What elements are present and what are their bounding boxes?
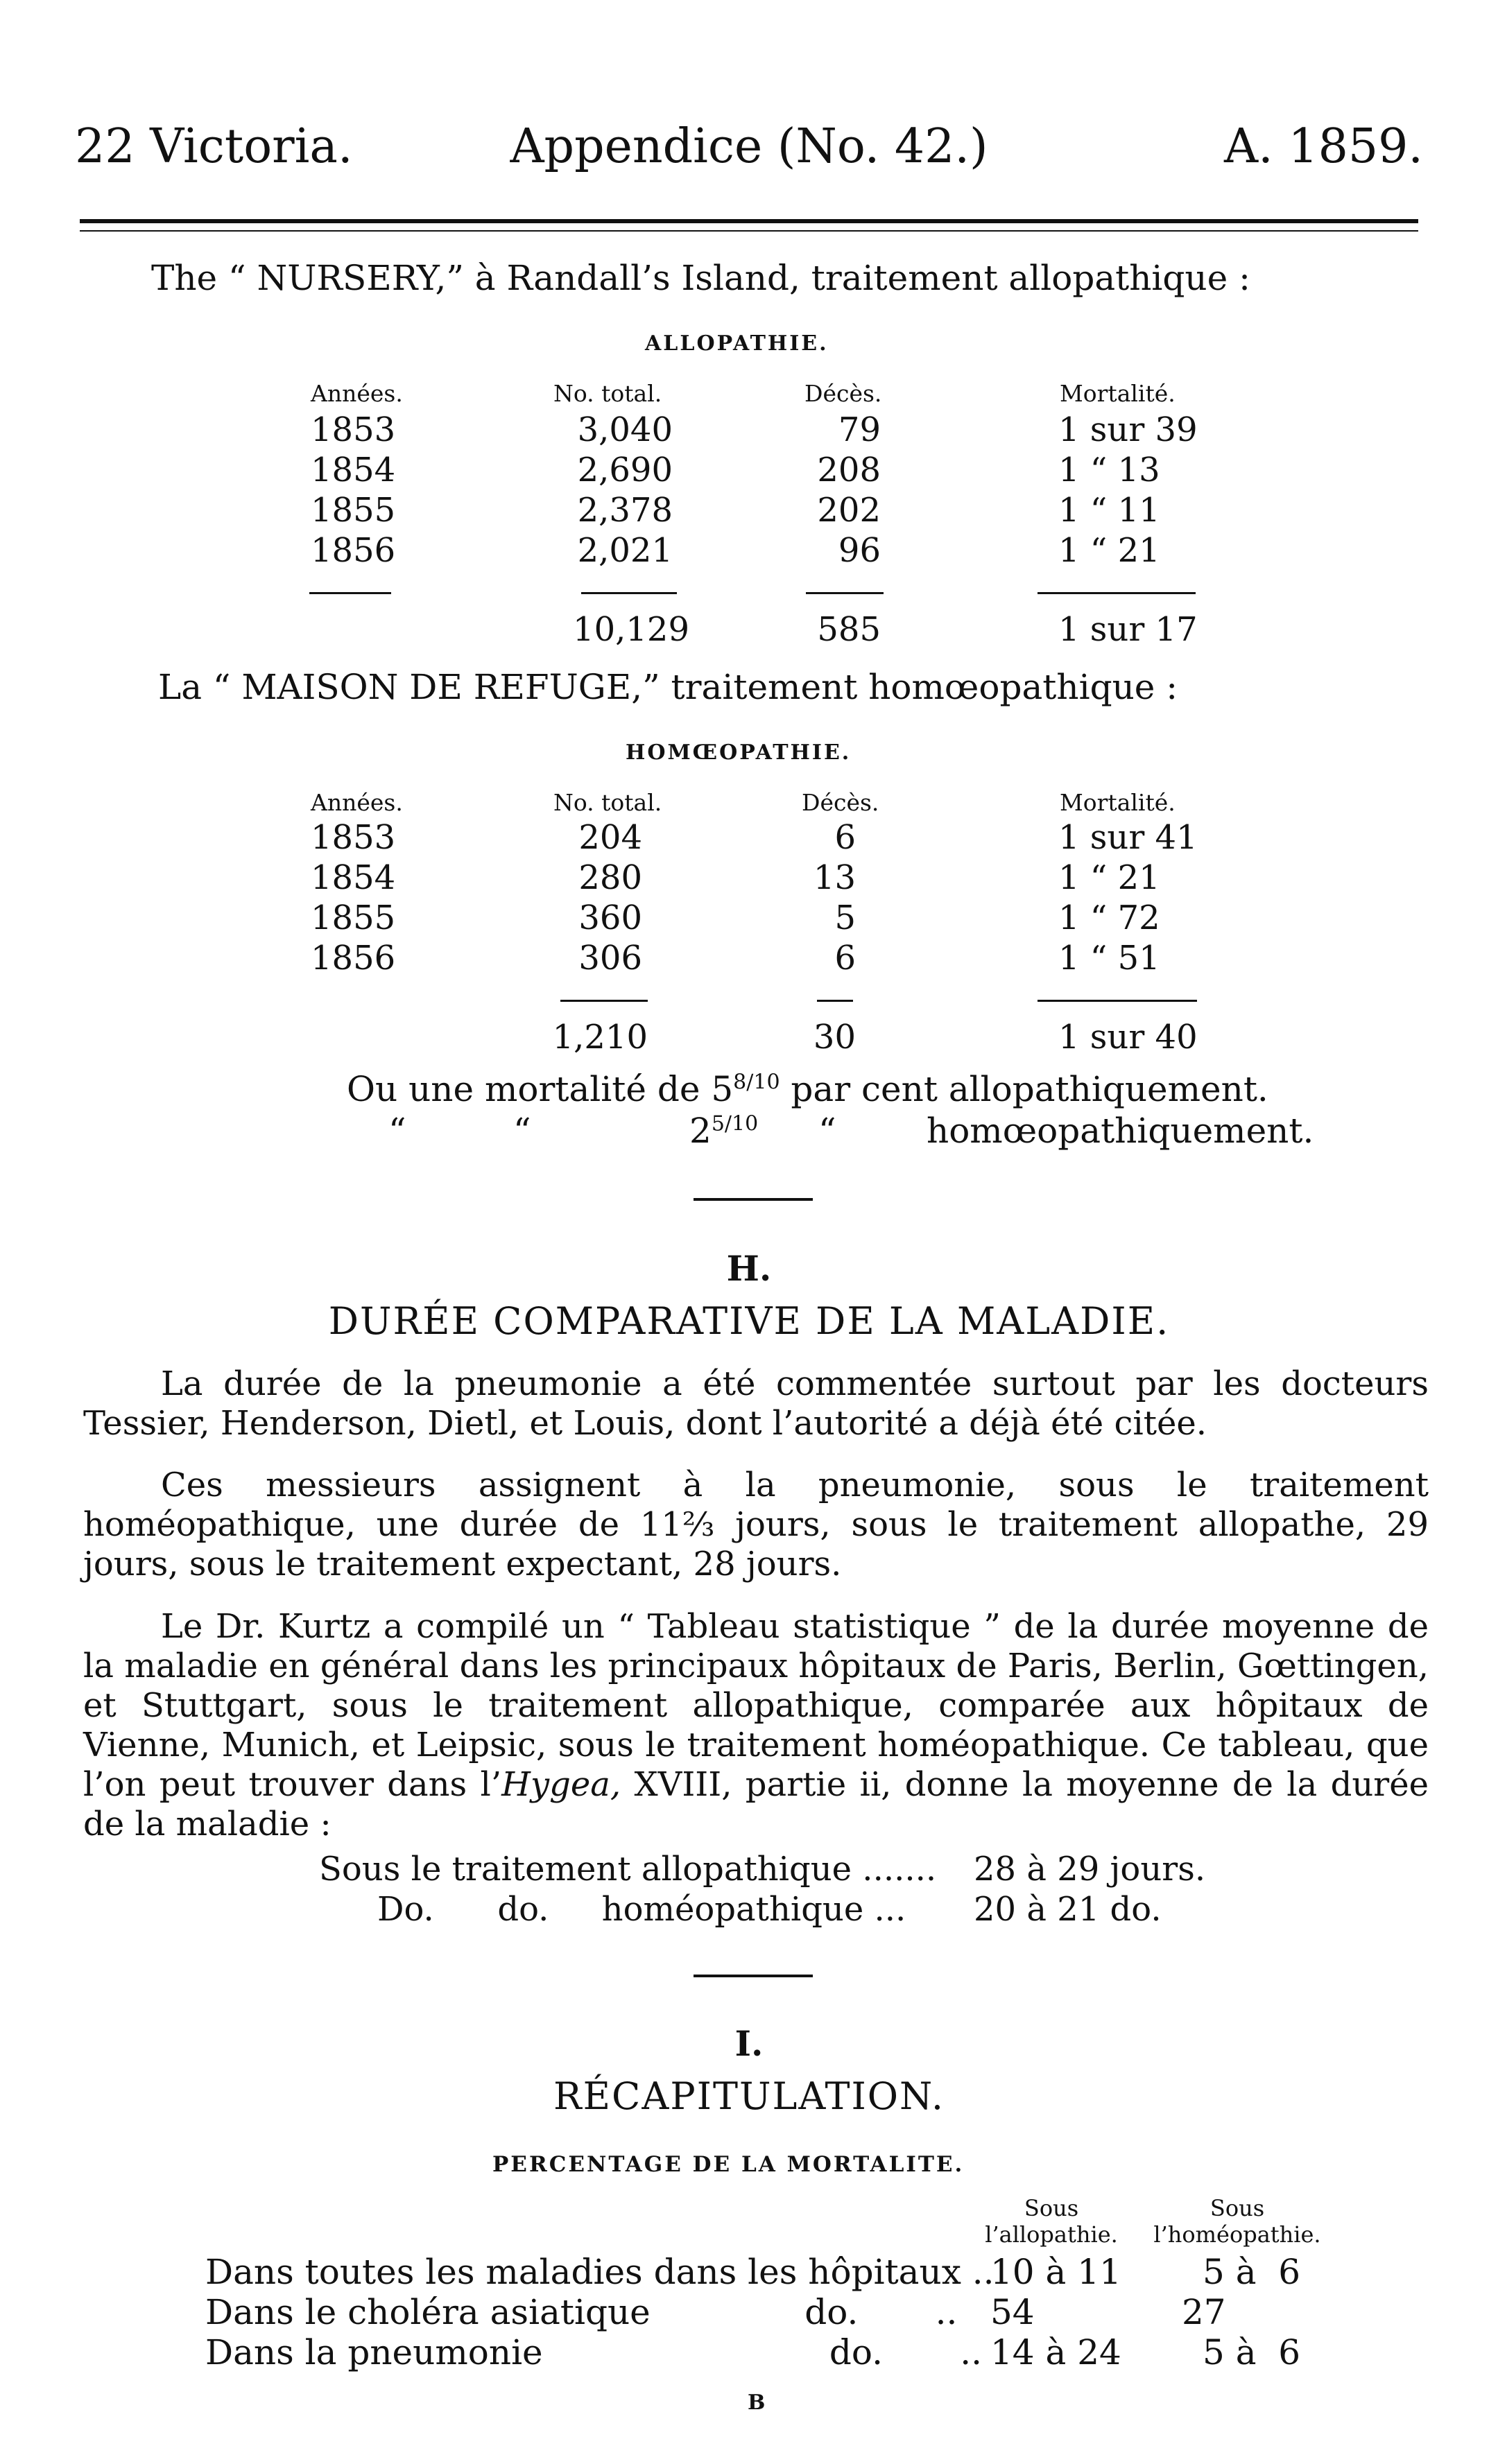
paragraph-text: La durée de la pneumonie a été commentée surtout par les docteurs Tessier, Henderson, Dietl, et Louis, dont l’autorité a déjà été citée. bbox=[83, 1364, 1429, 1443]
signature-mark: B bbox=[748, 2391, 766, 2415]
paragraph-1 bbox=[83, 1364, 1429, 1443]
duration-homeopathy-label: Do. do. homéopathique ... bbox=[377, 1890, 906, 1929]
year-cell: 1854 bbox=[311, 858, 396, 897]
deces-cell: 13 bbox=[813, 858, 856, 897]
duration-allopathy-value: 28 à 29 jours. bbox=[974, 1850, 1206, 1889]
refuge-col-mortalite: Mortalité. bbox=[1060, 789, 1176, 816]
ditto-mark: “ bbox=[818, 1111, 836, 1151]
ditto-mark: “ bbox=[513, 1111, 531, 1151]
total-cell: 306 bbox=[578, 939, 642, 978]
summary-fraction: 8/10 bbox=[733, 1070, 780, 1095]
total-cell: 3,040 bbox=[577, 410, 673, 449]
journal-title: Hygea, bbox=[501, 1765, 621, 1804]
year-cell: 1853 bbox=[311, 410, 396, 449]
year-cell: 1854 bbox=[311, 451, 396, 489]
mortalite-cell: 1 sur 41 bbox=[1058, 818, 1198, 857]
homoeopathie-heading: HOMŒOPATHIE. bbox=[626, 740, 852, 765]
section-i-letter: I. bbox=[734, 2023, 764, 2064]
header-rule-thick bbox=[80, 219, 1418, 223]
nursery-rule-deces bbox=[806, 592, 884, 594]
ditto-mark: “ bbox=[388, 1111, 406, 1151]
nursery-rule-mortalite bbox=[1038, 592, 1196, 594]
section-divider bbox=[694, 1975, 813, 1977]
paragraph-2 bbox=[83, 1466, 1429, 1584]
mortalite-cell: 1 “ 51 bbox=[1058, 939, 1160, 978]
duration-allopathy-label: Sous le traitement allopathique ....... bbox=[319, 1850, 937, 1889]
mortalite-cell: 1 sur 40 bbox=[1058, 1018, 1198, 1057]
deces-cell: 96 bbox=[838, 531, 881, 570]
recap-col-homeopathie: Sous l’homéopathie. bbox=[1153, 2195, 1321, 2248]
total-cell: 2,378 bbox=[577, 491, 673, 530]
total-cell: 280 bbox=[578, 858, 642, 897]
deces-cell: 208 bbox=[817, 451, 881, 489]
refuge-col-total: No. total. bbox=[553, 789, 662, 816]
refuge-col-deces: Décès. bbox=[802, 789, 879, 816]
recap-homeopathie-value: 5 à 6 bbox=[1203, 2332, 1301, 2372]
year-cell: 1855 bbox=[311, 899, 396, 937]
summary-value bbox=[689, 1111, 758, 1151]
paragraph-text-b: XVIII, partie ii, donne la moyenne de la durée de la maladie : bbox=[83, 1765, 1429, 1843]
total-cell: 2,021 bbox=[577, 531, 673, 570]
refuge-rule-mortalite bbox=[1038, 1000, 1197, 1002]
section-h-title: DURÉE COMPARATIVE DE LA MALADIE. bbox=[328, 1299, 1170, 1343]
deces-cell: 6 bbox=[834, 939, 856, 978]
recap-col-allopathie: Sous l’allopathie. bbox=[985, 2195, 1118, 2248]
refuge-intro: La “ MAISON DE REFUGE,” traitement homœopathique : bbox=[158, 667, 1178, 707]
deces-cell: 202 bbox=[817, 491, 881, 530]
header-rule-thin bbox=[80, 230, 1418, 232]
recap-homeopathie-value: 27 bbox=[1182, 2292, 1226, 2332]
summary-fraction: 5/10 bbox=[711, 1111, 759, 1136]
recap-label: Dans le choléra asiatique do. .. bbox=[205, 2292, 958, 2332]
total-cell: 2,690 bbox=[577, 451, 673, 489]
paragraph-3 bbox=[83, 1607, 1429, 1844]
refuge-col-years: Années. bbox=[311, 789, 403, 816]
header-appendix: Appendice (No. 42.) bbox=[510, 119, 988, 174]
deces-cell: 5 bbox=[834, 899, 856, 937]
refuge-rule-deces bbox=[817, 1000, 853, 1002]
paragraph-text-a: Le Dr. Kurtz a compilé un “ Tableau statistique ” de la durée moyenne de la maladie en général dans les principaux hôpitaux de Paris, Berlin, Gœttingen, et Stuttgart, sous le traitement allopathique, comparée aux hôpitaux de Vienne, Munich, et Leipsic, sous le traitement homéopathique. Ce tableau, que l’on peut trouver dans l’ bbox=[83, 1607, 1429, 1804]
summary-text: par cent allopathiquement. bbox=[780, 1069, 1268, 1109]
refuge-rule-total bbox=[560, 1000, 648, 1002]
page-header bbox=[75, 119, 1423, 182]
mortalite-cell: 1 “ 13 bbox=[1058, 451, 1160, 489]
paragraph-text bbox=[83, 1607, 1429, 1844]
section-h-letter: H. bbox=[726, 1248, 772, 1289]
recap-label: Dans toutes les maladies dans les hôpitaux .. bbox=[205, 2252, 995, 2292]
recap-allopathie-value: 54 bbox=[990, 2292, 1035, 2332]
mortalite-cell: 1 “ 72 bbox=[1058, 899, 1160, 937]
mortalite-cell: 1 “ 11 bbox=[1058, 491, 1160, 530]
total-cell: 10,129 bbox=[573, 610, 689, 649]
total-cell: 1,210 bbox=[552, 1018, 648, 1057]
section-divider bbox=[694, 1198, 813, 1201]
summary-line-allopathy bbox=[347, 1069, 1268, 1109]
deces-cell: 585 bbox=[817, 610, 881, 649]
year-cell: 1855 bbox=[311, 491, 396, 530]
summary-text: Ou une mortalité de 5 bbox=[347, 1069, 734, 1109]
total-cell: 204 bbox=[578, 818, 642, 857]
deces-cell: 79 bbox=[838, 410, 881, 449]
nursery-col-mortalite: Mortalité. bbox=[1060, 380, 1176, 407]
duration-homeopathy-value: 20 à 21 do. bbox=[974, 1890, 1162, 1929]
nursery-col-years: Années. bbox=[311, 380, 403, 407]
year-cell: 1853 bbox=[311, 818, 396, 857]
header-year: A. 1859. bbox=[1223, 119, 1423, 174]
header-session: 22 Victoria. bbox=[75, 119, 353, 174]
allopathie-heading: ALLOPATHIE. bbox=[645, 331, 829, 356]
recap-label: Dans la pneumonie do. .. bbox=[205, 2332, 983, 2372]
recap-subtitle: PERCENTAGE DE LA MORTALITE. bbox=[492, 2152, 965, 2177]
recap-allopathie-value: 10 à 11 bbox=[990, 2252, 1121, 2292]
recap-allopathie-value: 14 à 24 bbox=[990, 2332, 1121, 2372]
recap-homeopathie-value: 5 à 6 bbox=[1203, 2252, 1301, 2292]
deces-cell: 6 bbox=[834, 818, 856, 857]
nursery-col-deces: Décès. bbox=[804, 380, 882, 407]
nursery-col-total: No. total. bbox=[553, 380, 662, 407]
section-i-title: RÉCAPITULATION. bbox=[553, 2074, 945, 2118]
mortalite-cell: 1 “ 21 bbox=[1058, 858, 1160, 897]
nursery-intro: The “ NURSERY,” à Randall’s Island, traitement allopathique : bbox=[151, 258, 1250, 298]
paragraph-text: Ces messieurs assignent à la pneumonie, sous le traitement homéopathique, une durée de 11⅔ jours, sous le traitement allopathe, 29 jours, sous le traitement expectant, 28 jours. bbox=[83, 1466, 1429, 1584]
mortalite-cell: 1 sur 39 bbox=[1058, 410, 1198, 449]
nursery-rule-years bbox=[309, 592, 391, 594]
summary-integer: 2 bbox=[689, 1111, 712, 1151]
year-cell: 1856 bbox=[311, 939, 396, 978]
nursery-rule-total bbox=[581, 592, 677, 594]
deces-cell: 30 bbox=[813, 1018, 856, 1057]
year-cell: 1856 bbox=[311, 531, 396, 570]
summary-text: homœopathiquement. bbox=[927, 1111, 1314, 1151]
total-cell: 360 bbox=[578, 899, 642, 937]
mortalite-cell: 1 sur 17 bbox=[1058, 610, 1198, 649]
mortalite-cell: 1 “ 21 bbox=[1058, 531, 1160, 570]
